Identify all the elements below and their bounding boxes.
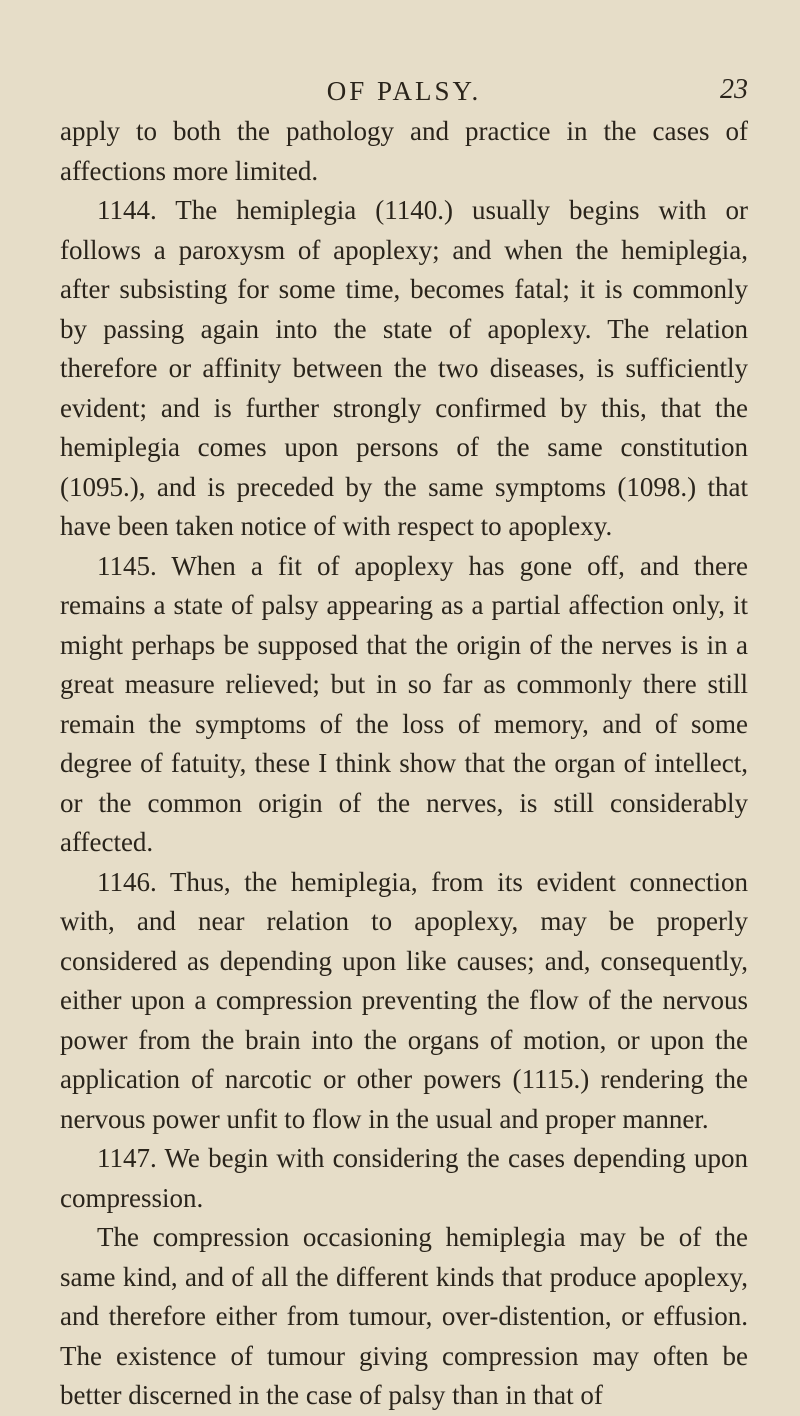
paragraph-1147: 1147. We begin with considering the cases depending upon compression.	[60, 1143, 748, 1213]
paragraph-compression: The compression occasioning hemiplegia may be of the same kind, and of all the different kinds that produce apoplexy, and therefore either from tumour, over-distention, or effusion. The existence of tumour giving compression may often be better discerned in the case of palsy than in that of	[60, 1222, 748, 1410]
page-number: 23	[720, 74, 748, 105]
paragraph-1145: 1145. When a fit of apoplexy has gone off, and there remains a state of palsy appearing as a partial affection only, it might perhaps be supposed that the origin of the nerves is in a great measure relieved; but in so far as commonly there still remain the symptoms of the loss of memory, and of some degree of fatuity, these I think show that the organ of intellect, or the common origin of the nerves, is still considerably affected.	[60, 550, 748, 857]
paragraph-1144: 1144. The hemiplegia (1140.) usually begins with or follows a paroxysm of apoplexy; and when the hemiplegia, after subsisting for some time, becomes fatal; it is commonly by passing again into the state of apoplexy. The relation therefore or affinity between the two diseases, is sufficiently evident; and is further strongly confirmed by this, that the hemiplegia comes upon persons of the same constitution (1095.), and is preceded by the same symptoms (1098.) that have been taken notice of with respect to apoplexy.	[60, 195, 748, 541]
paragraph-continuation: apply to both the pathology and practice in the cases of affections more limited.	[60, 116, 748, 186]
paragraph-1146: 1146. Thus, the hemiplegia, from its evident connection with, and near relation to apoplexy, may be properly considered as depending upon like causes; and, consequently, either upon a compression preventing the flow of the nervous power from the brain into the organs of motion, or upon the application of narcotic or other powers (1115.) rendering the nervous power unfit to flow in the usual and proper manner.	[60, 866, 748, 1134]
running-title: OF PALSY.	[326, 76, 482, 106]
body-text	[60, 112, 748, 1416]
page-header	[60, 0, 748, 112]
